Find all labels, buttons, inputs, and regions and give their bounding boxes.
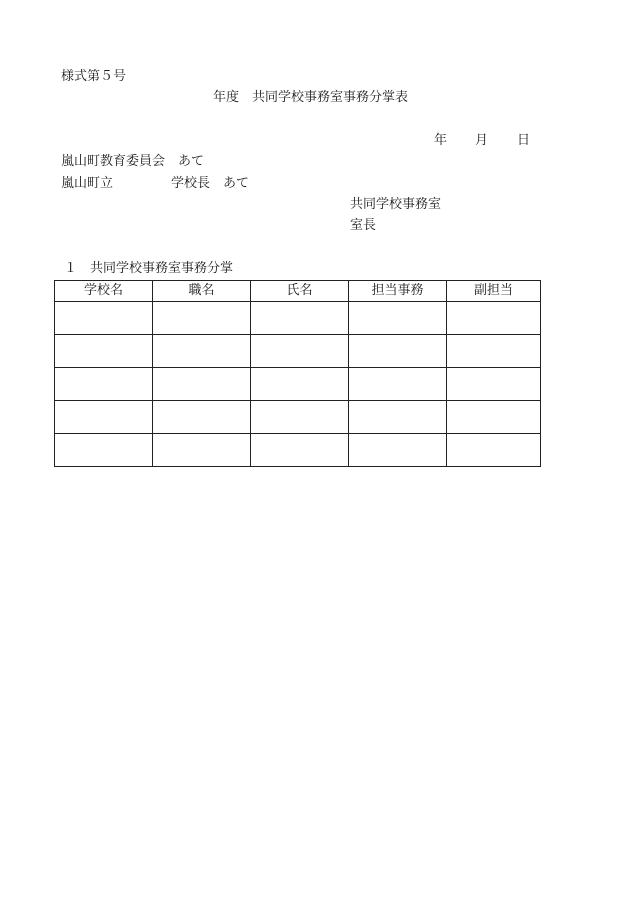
sender-office: 共同学校事務室 xyxy=(350,197,442,212)
sender-title: 室長 xyxy=(350,218,377,233)
table-row xyxy=(55,434,541,467)
form-number: 様式第５号 xyxy=(61,69,127,84)
table-cell xyxy=(447,368,541,401)
table-cell xyxy=(55,434,153,467)
duties-table xyxy=(54,280,541,467)
table-cell xyxy=(349,401,447,434)
table-row xyxy=(55,401,541,434)
table-row xyxy=(55,302,541,335)
table-cell xyxy=(55,368,153,401)
date-day-label: 日 xyxy=(517,133,531,148)
table-cell xyxy=(447,434,541,467)
date-month-label: 月 xyxy=(475,133,489,148)
header-name: 氏名 xyxy=(251,281,349,302)
header-assigned-duties: 担当事務 xyxy=(349,281,447,302)
table-cell xyxy=(349,434,447,467)
addressee-board-of-education: 嵐山町教育委員会 あて xyxy=(61,154,205,169)
table-cell xyxy=(349,335,447,368)
table-cell xyxy=(447,335,541,368)
header-position: 職名 xyxy=(153,281,251,302)
table-cell xyxy=(251,335,349,368)
table-cell xyxy=(447,401,541,434)
table-cell xyxy=(55,401,153,434)
table-cell xyxy=(251,302,349,335)
table-cell xyxy=(349,302,447,335)
table-cell xyxy=(251,434,349,467)
table-cell xyxy=(251,368,349,401)
header-school-name: 学校名 xyxy=(55,281,153,302)
table-cell xyxy=(153,401,251,434)
table-row xyxy=(55,368,541,401)
section-heading: １ 共同学校事務室事務分掌 xyxy=(64,261,234,276)
table-row xyxy=(55,335,541,368)
addressee-town-school-prefix: 嵐山町立 xyxy=(61,176,114,191)
table-cell xyxy=(153,368,251,401)
date-year-label: 年 xyxy=(434,133,448,148)
table-cell xyxy=(153,335,251,368)
table-cell xyxy=(251,401,349,434)
header-deputy: 副担当 xyxy=(447,281,541,302)
table-cell xyxy=(55,302,153,335)
table-cell xyxy=(447,302,541,335)
addressee-principal: 学校長 あて xyxy=(171,176,250,191)
table-cell xyxy=(153,302,251,335)
table-cell xyxy=(349,368,447,401)
table-cell xyxy=(55,335,153,368)
table-cell xyxy=(153,434,251,467)
table-header-row xyxy=(55,281,541,302)
document-title: 年度 共同学校事務室事務分掌表 xyxy=(213,90,409,105)
